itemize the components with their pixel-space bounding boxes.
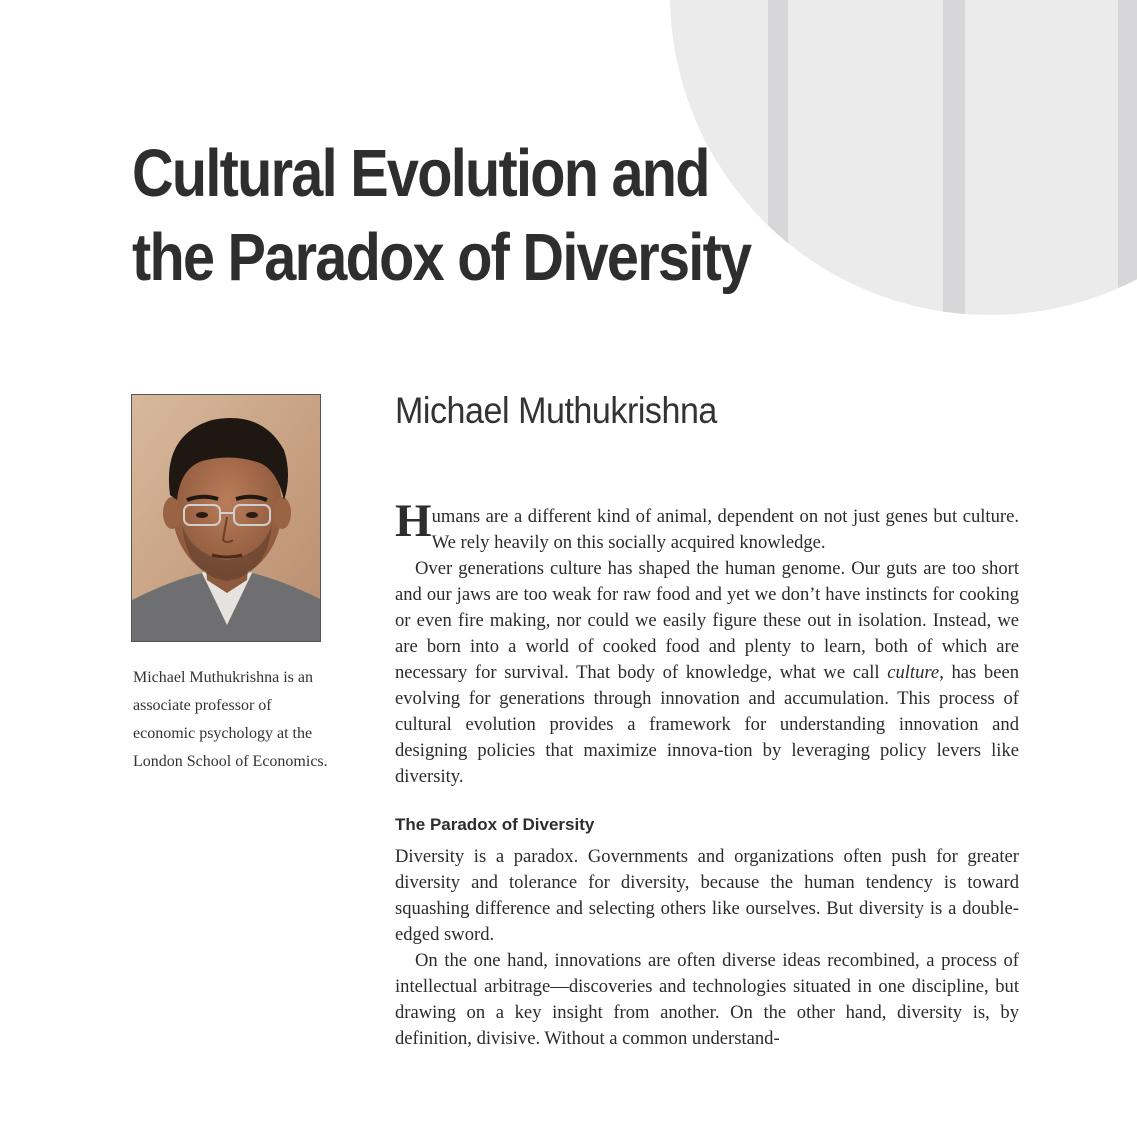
- title-line-2: the Paradox of Diversity: [132, 220, 751, 295]
- paragraph-2-text-a: Over generations culture has shaped the human genome. Our guts are too short and our jaws are too weak for raw food and yet we don’t have instincts for cooking or even fire making, nor could we easily figure these out in isolation. Instead, we are born into a world of cooked food and plenty to learn, both of which are necessary for survival. That body of knowledge, what we call: [395, 558, 1019, 683]
- decor-stripe: [768, 0, 788, 340]
- author-bio: Michael Muthukrishna is an associate professor of economic psychology at the London School of Economics.: [133, 669, 328, 770]
- author-photo: [131, 394, 321, 642]
- decor-stripe: [1118, 0, 1137, 340]
- section-heading: The Paradox of Diversity: [395, 815, 595, 834]
- paragraph-3: Diversity is a paradox. Governments and organizations often push for greater diversity and tolerance for diversity, because the human tendency is toward squashing difference and selecting others like ourselves. But diversity is a double-edged sword.: [395, 846, 1019, 945]
- paragraph-1-text: umans are a different kind of animal, dependent on not just genes but culture. We rely heavily on this socially acquired knowledge.: [431, 506, 1019, 553]
- paragraph-4: On the one hand, innovations are often diverse ideas recombined, a process of intellectual arbitrage—discoveries and technologies situated in one discipline, but drawing on a key insight from another. On the other hand, diversity is, by definition, divisive. Without a common understand-: [395, 950, 1019, 1049]
- paragraph-2: [395, 556, 1019, 790]
- title-line-1: Cultural Evolution and: [132, 136, 709, 211]
- article-title: [132, 132, 750, 300]
- paragraph-1: [395, 495, 1019, 556]
- author-name: Michael Muthukrishna: [395, 390, 717, 431]
- article-body: [395, 495, 1019, 1052]
- drop-cap: H: [395, 495, 432, 547]
- decor-stripe: [943, 0, 965, 340]
- emphasis-culture: culture: [887, 662, 940, 683]
- paragraph-2-text-b: , has been evolving for generations through innovation and accumulation. This process of cultural evolution provides a framework for understanding innovation and designing policies that maximize innova-tion by leveraging policy levers like diversity.: [395, 662, 1019, 787]
- author-portrait-icon: [132, 395, 321, 642]
